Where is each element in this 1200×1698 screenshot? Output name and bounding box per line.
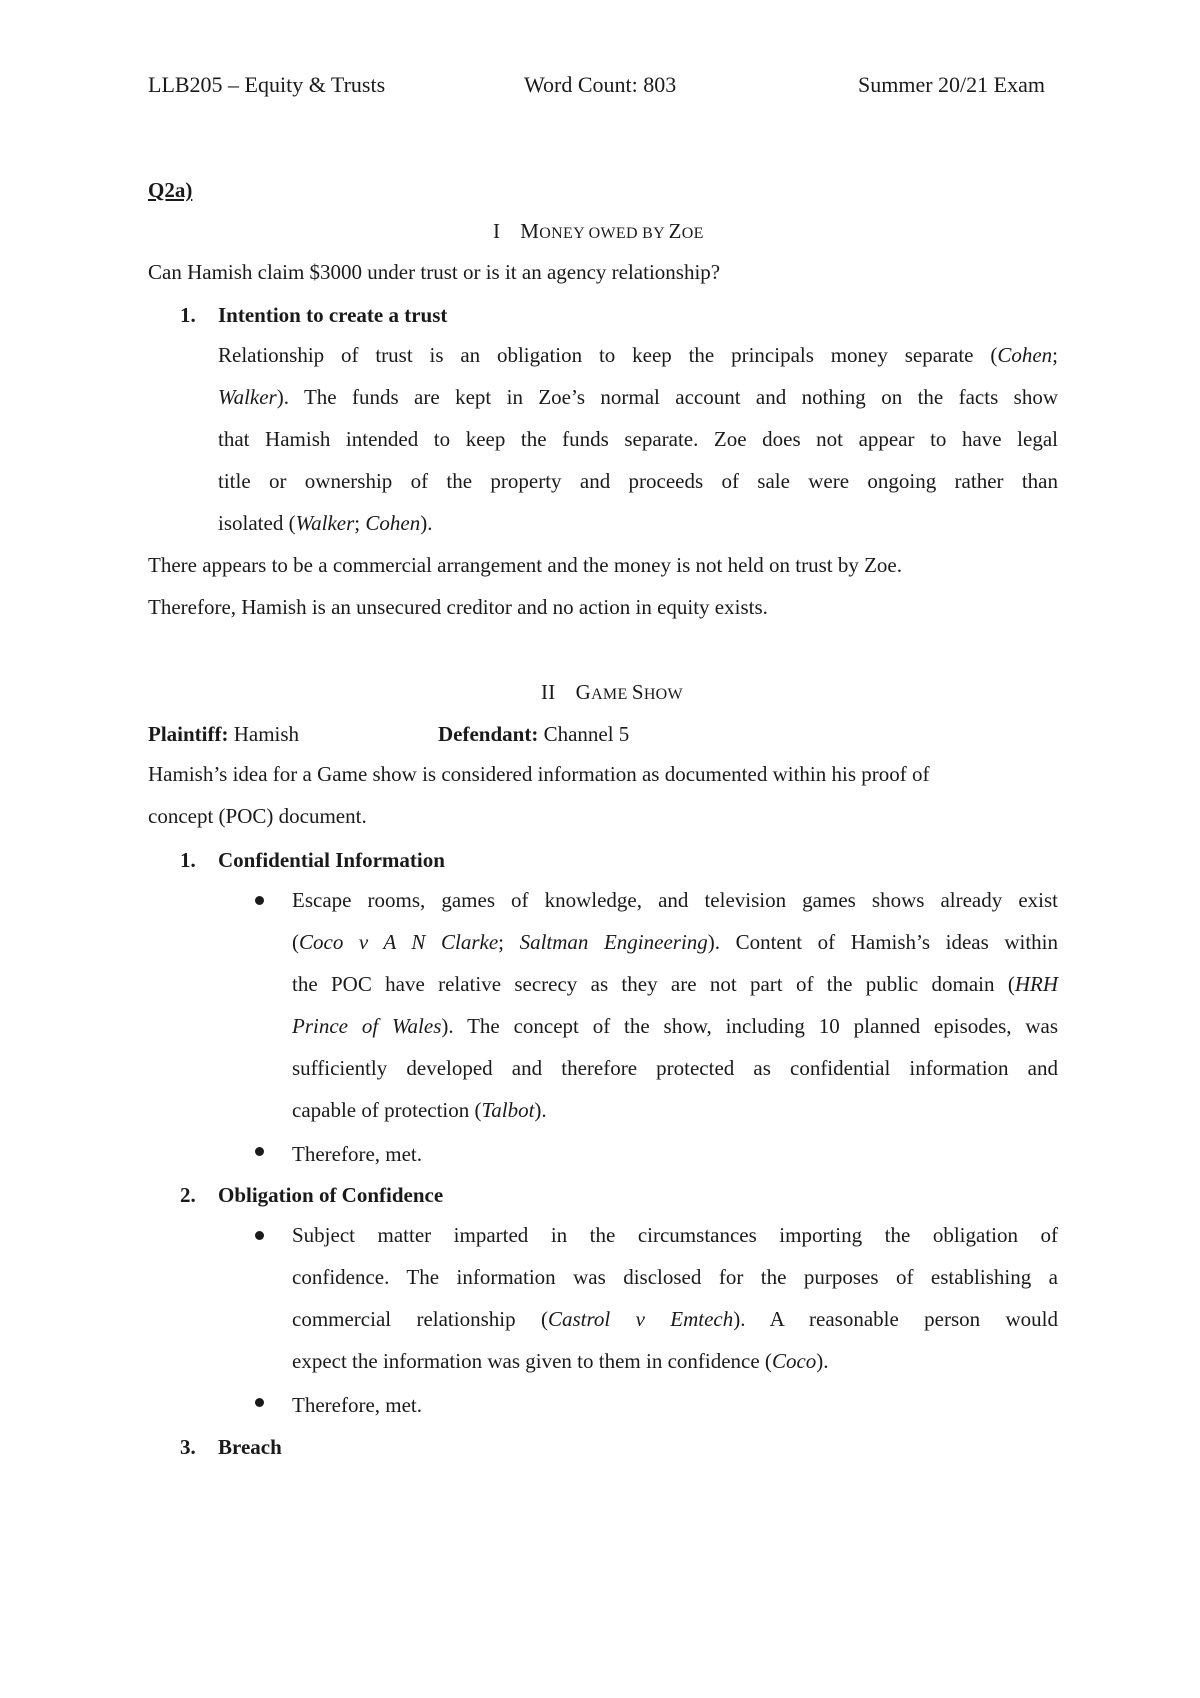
item-title: Obligation of Confidence — [218, 1183, 444, 1207]
header-word-count: Word Count: 803 — [524, 72, 677, 97]
item-title: Intention to create a trust — [218, 303, 448, 327]
item-number: 1. — [180, 848, 196, 872]
question-label: Q2a) — [148, 178, 193, 202]
plaintiff: Plaintiff: Hamish — [148, 722, 300, 746]
defendant: Defendant: Channel 5 — [438, 722, 630, 746]
section-1-heading: I MONEY OWED BY ZOE — [493, 219, 704, 243]
section-2-intro: Hamish’s idea for a Game show is considered information as documented within his proof of concept (POC) document. — [148, 762, 930, 828]
item-number: 1. — [180, 303, 196, 327]
header-course: LLB205 – Equity & Trusts — [148, 72, 386, 97]
bullet-icon — [255, 1147, 264, 1156]
bullet-icon — [255, 1231, 264, 1240]
bullet-icon — [255, 1398, 264, 1407]
item-title: Breach — [218, 1435, 282, 1459]
section-1-conclusion: There appears to be a commercial arrangement and the money is not held on trust by Zoe. Therefore, Hamish is an unsecured creditor and no action in equity exists. — [148, 553, 902, 619]
item-number: 3. — [180, 1435, 196, 1459]
bullet-paragraph: Escape rooms, games of knowledge, and television games shows already exist (Coco v A N Clarke; Saltman Engineering). Content of Hamish’s ideas within the POC have relative secrecy as they are not part of the public domain (HRH Prince of Wales). The concept of the show, including 10 planned episodes, was sufficiently developed and therefore protected as confidential information and capable of protection (Talbot). — [292, 888, 1058, 1122]
item-1-paragraph: Relationship of trust is an obligation to keep the principals money separate (Cohen; Walker). The funds are kept in Zoe’s normal account and nothing on the facts show that Hamish intended to keep the funds separate. Zoe does not appear to have legal title or ownership of the property and proceeds of sale were ongoing rather than isolated (Walker; Cohen). — [218, 343, 1058, 535]
section-1-numeral: I — [493, 219, 501, 243]
bullet-text: Therefore, met. — [292, 1142, 423, 1166]
bullet-text: Therefore, met. — [292, 1393, 423, 1417]
item-number: 2. — [180, 1183, 196, 1207]
bullet-paragraph: Subject matter imparted in the circumstances importing the obligation of confidence. The information was disclosed for the purposes of establishing a commercial relationship (Castrol v Emtech). A reasonable person would expect the information was given to them in confidence (Coco). — [292, 1223, 1058, 1373]
header-exam: Summer 20/21 Exam — [858, 72, 1045, 97]
section-1-intro: Can Hamish claim $3000 under trust or is it an agency relationship? — [148, 260, 721, 284]
section-2-numeral: II — [541, 680, 556, 704]
bullet-icon — [255, 896, 264, 905]
item-title: Confidential Information — [218, 848, 445, 872]
section-2-heading: II GAME SHOW — [541, 680, 683, 704]
